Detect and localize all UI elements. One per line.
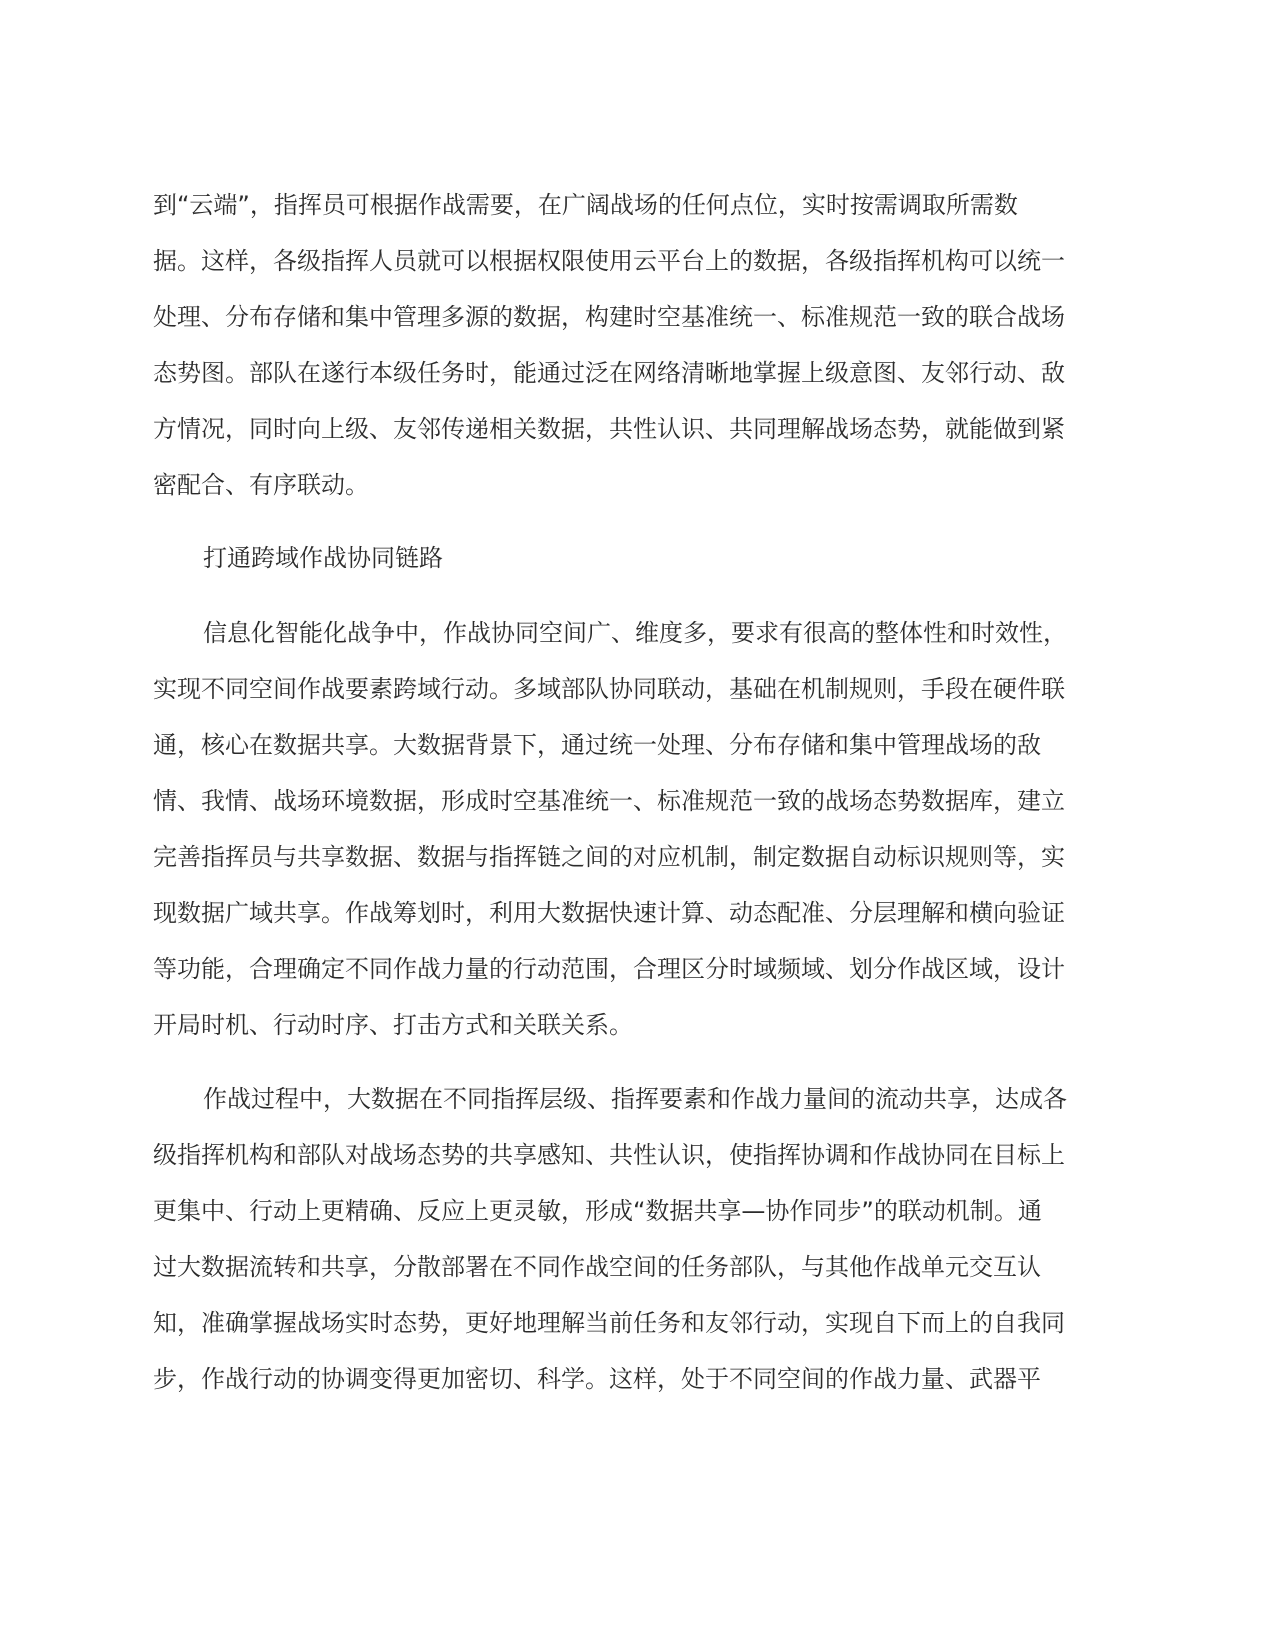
paragraph-line: 级指挥机构和部队对战场态势的共享感知、共性认识，使指挥协调和作战协同在目标上 xyxy=(153,1141,1065,1169)
paragraph-line: 更集中、行动上更精确、反应上更灵敏，形成“数据共享—协作同步”的联动机制。通 xyxy=(153,1197,1042,1225)
paragraph-line: 密配合、有序联动。 xyxy=(153,471,369,499)
paragraph-line: 到“云端”，指挥员可根据作战需要，在广阔战场的任何点位，实时按需调取所需数 xyxy=(153,191,1018,219)
paragraph-line: 信息化智能化战争中，作战协同空间广、维度多，要求有很高的整体性和时效性， xyxy=(203,619,1067,647)
paragraph-line: 知，准确掌握战场实时态势，更好地理解当前任务和友邻行动，实现自下而上的自我同 xyxy=(153,1309,1065,1337)
paragraph-line: 作战过程中，大数据在不同指挥层级、指挥要素和作战力量间的流动共享，达成各 xyxy=(203,1085,1067,1113)
paragraph-line: 等功能，合理确定不同作战力量的行动范围，合理区分时域频域、划分作战区域，设计 xyxy=(153,955,1065,983)
paragraph-line: 实现不同空间作战要素跨域行动。多域部队协同联动，基础在机制规则，手段在硬件联 xyxy=(153,675,1065,703)
paragraph-line: 通，核心在数据共享。大数据背景下，通过统一处理、分布存储和集中管理战场的敌 xyxy=(153,731,1041,759)
paragraph-line: 处理、分布存储和集中管理多源的数据，构建时空基准统一、标准规范一致的联合战场 xyxy=(153,303,1065,331)
paragraph-line: 过大数据流转和共享，分散部署在不同作战空间的任务部队，与其他作战单元交互认 xyxy=(153,1253,1041,1281)
paragraph-line: 步，作战行动的协调变得更加密切、科学。这样，处于不同空间的作战力量、武器平 xyxy=(153,1365,1041,1393)
section-heading: 打通跨域作战协同链路 xyxy=(203,544,443,572)
paragraph-line: 情、我情、战场环境数据，形成时空基准统一、标准规范一致的战场态势数据库，建立 xyxy=(153,787,1065,815)
paragraph-line: 完善指挥员与共享数据、数据与指挥链之间的对应机制，制定数据自动标识规则等，实 xyxy=(153,843,1065,871)
paragraph-line: 态势图。部队在遂行本级任务时，能通过泛在网络清晰地掌握上级意图、友邻行动、敌 xyxy=(153,359,1065,387)
paragraph-line: 现数据广域共享。作战筹划时，利用大数据快速计算、动态配准、分层理解和横向验证 xyxy=(153,899,1065,927)
paragraph-line: 开局时机、行动时序、打击方式和关联关系。 xyxy=(153,1011,633,1039)
paragraph-line: 据。这样，各级指挥人员就可以根据权限使用云平台上的数据，各级指挥机构可以统一 xyxy=(153,247,1065,275)
paragraph-line: 方情况，同时向上级、友邻传递相关数据，共性认识、共同理解战场态势，就能做到紧 xyxy=(153,415,1065,443)
